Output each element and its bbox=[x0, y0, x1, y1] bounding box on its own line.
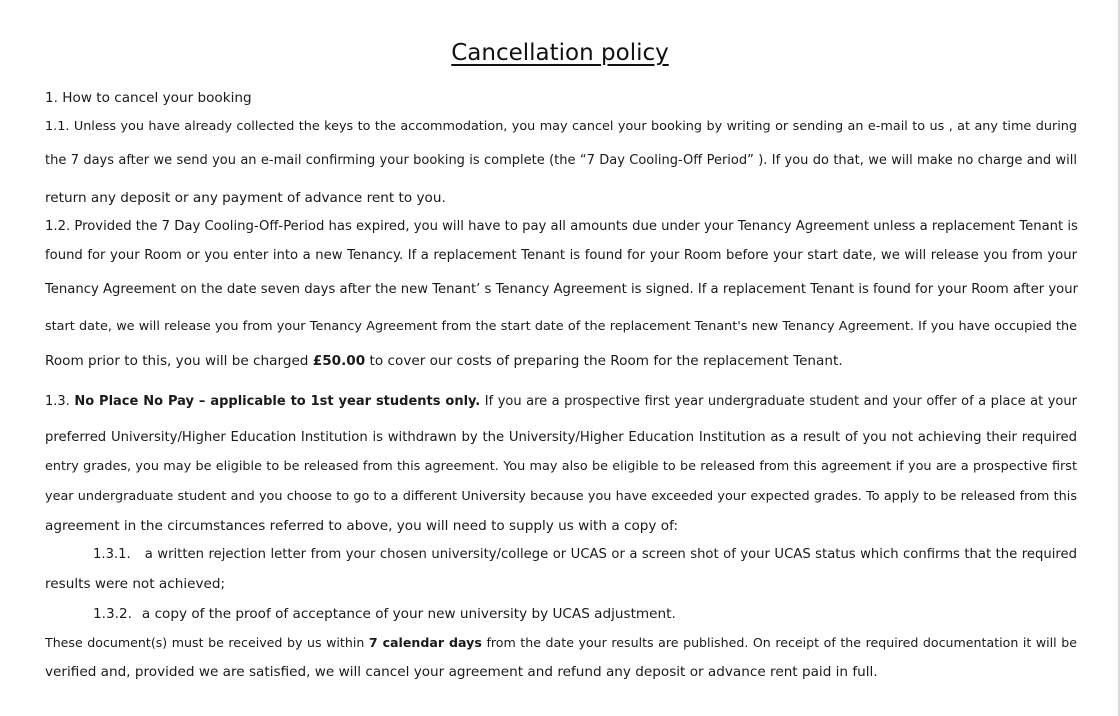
clause-1-1-line-3: return any deposit or any payment of advance rent to you. bbox=[45, 190, 446, 206]
clause-1-2-text: Room prior to this, you will be charged bbox=[45, 353, 313, 369]
closing-text: from the date your results are published. On receipt of the required documentation it will be bbox=[481, 635, 1077, 650]
clause-1-2-line-3: Tenancy Agreement on the date seven days after the new Tenant’ s Tenancy Agreement is signed. If a replacement Tenant is found for your Room after your bbox=[45, 282, 1078, 297]
closing-text: These document(s) must be received by us within bbox=[45, 635, 369, 650]
clause-1-3-1-line-2: results were not achieved; bbox=[45, 576, 226, 592]
clause-1-1-line-1: 1.1. Unless you have already collected the keys to the accommodation, you may cancel your booking by writing or sending an e-mail to us , at any time during bbox=[45, 119, 1077, 134]
clause-1-3-2-text: a copy of the proof of acceptance of your new university by UCAS adjustment. bbox=[141, 606, 676, 622]
fee-amount: £50.00 bbox=[312, 353, 366, 369]
closing-line-1 bbox=[45, 633, 1077, 653]
closing-line-2: verified and, provided we are satisfied, we will cancel your agreement and refund any deposit or advance rent paid in full. bbox=[45, 664, 878, 680]
clause-1-3-2-number: 1.3.2. bbox=[93, 606, 132, 622]
clause-1-2-line-2: found for your Room or you enter into a new Tenancy. If a replacement Tenant is found for your Room before your start date, we will release you from your bbox=[45, 248, 1077, 263]
deadline-days: 7 calendar days bbox=[368, 635, 482, 650]
clause-1-3-line-2: preferred University/Higher Education Institution is withdrawn by the University/Higher Education Institution as a result of you not achieving their required bbox=[45, 430, 1077, 445]
clause-1-3-line-3: entry grades, you may be eligible to be released from this agreement. You may also be eligible to be released from this agreement if you are a prospective first bbox=[45, 459, 1077, 474]
clause-1-3-line-1 bbox=[45, 392, 1077, 412]
clause-1-3-text: If you are a prospective first year undergraduate student and your offer of a place at your bbox=[480, 394, 1077, 409]
clause-1-2-text: to cover our costs of preparing the Room for the replacement Tenant. bbox=[365, 353, 843, 369]
page-title: Cancellation policy bbox=[451, 40, 669, 66]
clause-1-3-line-5: agreement in the circumstances referred to above, you will need to supply us with a copy of: bbox=[45, 518, 678, 534]
clause-1-3-2-line-1 bbox=[93, 604, 1077, 624]
clause-1-2-line-4: start date, we will release you from your Tenancy Agreement from the start date of the replacement Tenant's new Tenancy Agreement. If you have occupied the bbox=[45, 319, 1077, 334]
clause-1-2-line-5 bbox=[45, 351, 1077, 371]
clause-1-3-1-number: 1.3.1. bbox=[93, 547, 131, 562]
section-1-heading: 1. How to cancel your booking bbox=[45, 90, 252, 106]
clause-1-2-line-1: 1.2. Provided the 7 Day Cooling-Off-Period has expired, you will have to pay all amounts due under your Tenancy Agreement unless a replacement Tenant is bbox=[45, 219, 1078, 234]
clause-1-3-1-text: a written rejection letter from your chosen university/college or UCAS or a screen shot of your UCAS status which confirms that the required bbox=[144, 547, 1077, 562]
clause-1-3-number: 1.3. bbox=[45, 394, 75, 409]
clause-1-3-line-4: year undergraduate student and you choose to go to a different University because you have exceeded your expected grades. To apply to be released from this bbox=[45, 489, 1077, 504]
clause-1-1-line-2: the 7 days after we send you an e-mail confirming your booking is complete (the “7 Day Cooling-Off Period” ). If you do that, we will make no charge and will bbox=[45, 153, 1077, 168]
clause-1-3-1-line-1 bbox=[93, 545, 1077, 565]
clause-1-3-heading: No Place No Pay – applicable to 1st year students only. bbox=[74, 394, 481, 409]
